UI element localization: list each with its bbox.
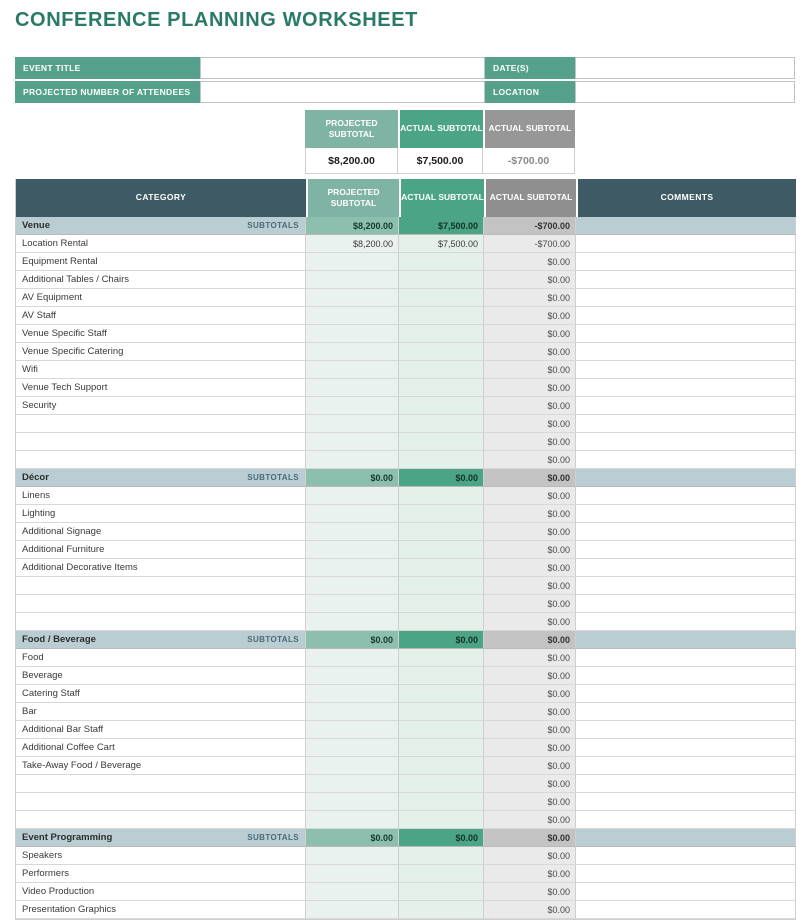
- section-actual-subtotal: $0.00: [399, 631, 484, 649]
- comment-cell[interactable]: [576, 793, 796, 811]
- projected-cell[interactable]: [306, 541, 399, 559]
- table-row: [16, 343, 796, 361]
- actual-cell[interactable]: [399, 253, 484, 271]
- comment-cell[interactable]: [576, 559, 796, 577]
- table-row: [16, 649, 796, 667]
- comment-cell[interactable]: [576, 271, 796, 289]
- actual-cell[interactable]: [399, 271, 484, 289]
- category-cell: Take-Away Food / Beverage: [16, 757, 306, 775]
- section-actual-subtotal: $0.00: [399, 829, 484, 847]
- category-cell: [16, 415, 306, 433]
- projected-cell[interactable]: [306, 739, 399, 757]
- section-name: Décor: [22, 472, 49, 483]
- table-row: [16, 613, 796, 631]
- section-header-row: [16, 829, 796, 847]
- category-cell: Equipment Rental: [16, 253, 306, 271]
- category-cell: Beverage: [16, 667, 306, 685]
- category-cell: [16, 775, 306, 793]
- actual-cell[interactable]: [399, 397, 484, 415]
- difference-cell: $0.00: [484, 523, 576, 541]
- projected-cell[interactable]: [306, 667, 399, 685]
- difference-cell: $0.00: [484, 793, 576, 811]
- actual-cell[interactable]: [399, 433, 484, 451]
- actual-cell[interactable]: [399, 721, 484, 739]
- category-cell: Catering Staff: [16, 685, 306, 703]
- projected-cell[interactable]: [306, 847, 399, 865]
- comment-cell[interactable]: [576, 577, 796, 595]
- difference-cell: $0.00: [484, 505, 576, 523]
- actual-cell[interactable]: [399, 757, 484, 775]
- comment-cell[interactable]: [576, 775, 796, 793]
- table-row: [16, 541, 796, 559]
- page-title: CONFERENCE PLANNING WORKSHEET: [15, 9, 418, 31]
- actual-cell[interactable]: [399, 847, 484, 865]
- actual-cell[interactable]: [399, 559, 484, 577]
- actual-cell[interactable]: [399, 289, 484, 307]
- difference-cell: $0.00: [484, 613, 576, 631]
- category-cell: [16, 577, 306, 595]
- event-info-row-1: [15, 57, 795, 79]
- comment-cell[interactable]: [576, 721, 796, 739]
- difference-cell: $0.00: [484, 307, 576, 325]
- table-row: [16, 523, 796, 541]
- difference-cell: $0.00: [484, 757, 576, 775]
- section-category-cell: [16, 829, 306, 847]
- section-actual-subtotal: $7,500.00: [399, 217, 484, 235]
- event-title-input[interactable]: [200, 57, 485, 79]
- difference-cell: $0.00: [484, 649, 576, 667]
- category-cell: Venue Specific Catering: [16, 343, 306, 361]
- difference-cell: $0.00: [484, 595, 576, 613]
- actual-cell[interactable]: [399, 775, 484, 793]
- section-category-cell: [16, 217, 306, 235]
- actual-cell[interactable]: [399, 523, 484, 541]
- projected-cell[interactable]: [306, 757, 399, 775]
- difference-cell: $0.00: [484, 901, 576, 919]
- category-cell: [16, 595, 306, 613]
- category-cell: Additional Bar Staff: [16, 721, 306, 739]
- projected-column-header: PROJECTED SUBTOTAL: [306, 179, 399, 217]
- comment-cell[interactable]: [576, 361, 796, 379]
- category-cell: Venue Tech Support: [16, 379, 306, 397]
- section-actual-subtotal: $0.00: [399, 469, 484, 487]
- comment-cell[interactable]: [576, 433, 796, 451]
- section-name: Food / Beverage: [22, 634, 96, 645]
- projected-cell[interactable]: [306, 307, 399, 325]
- section-difference-subtotal: -$700.00: [484, 217, 576, 235]
- comment-cell[interactable]: [576, 883, 796, 901]
- category-cell: Food: [16, 649, 306, 667]
- table-row: [16, 577, 796, 595]
- difference-cell: $0.00: [484, 433, 576, 451]
- section-name: Venue: [22, 220, 50, 231]
- category-cell: Lighting: [16, 505, 306, 523]
- projected-cell[interactable]: [306, 325, 399, 343]
- comment-cell[interactable]: [576, 487, 796, 505]
- projected-cell[interactable]: [306, 505, 399, 523]
- projected-cell[interactable]: [306, 415, 399, 433]
- table-row: [16, 883, 796, 901]
- projected-cell[interactable]: [306, 811, 399, 829]
- actual-cell[interactable]: [399, 865, 484, 883]
- projected-cell[interactable]: [306, 595, 399, 613]
- category-cell: Additional Tables / Chairs: [16, 271, 306, 289]
- projected-cell[interactable]: [306, 379, 399, 397]
- projected-cell[interactable]: [306, 883, 399, 901]
- difference-cell: $0.00: [484, 775, 576, 793]
- difference-cell: $0.00: [484, 685, 576, 703]
- actual-cell[interactable]: [399, 793, 484, 811]
- projected-cell[interactable]: [306, 901, 399, 919]
- difference-cell: $0.00: [484, 289, 576, 307]
- difference-cell: $0.00: [484, 343, 576, 361]
- difference-cell: $0.00: [484, 397, 576, 415]
- comment-cell[interactable]: [576, 667, 796, 685]
- subtotals-label: SUBTOTALS: [247, 221, 299, 230]
- comment-cell[interactable]: [576, 415, 796, 433]
- actual-cell[interactable]: [399, 901, 484, 919]
- comment-cell[interactable]: [576, 451, 796, 469]
- comment-cell[interactable]: [576, 757, 796, 775]
- comment-cell[interactable]: [576, 235, 796, 253]
- category-cell: Venue Specific Staff: [16, 325, 306, 343]
- difference-cell: $0.00: [484, 325, 576, 343]
- comment-cell[interactable]: [576, 811, 796, 829]
- difference-cell: $0.00: [484, 739, 576, 757]
- table-row: [16, 739, 796, 757]
- worksheet-table: [15, 179, 796, 920]
- projected-cell[interactable]: [306, 721, 399, 739]
- actual-cell[interactable]: [399, 451, 484, 469]
- table-row: [16, 361, 796, 379]
- section-comment-cell: [576, 829, 796, 847]
- difference-cell: $0.00: [484, 703, 576, 721]
- comment-cell[interactable]: [576, 649, 796, 667]
- difference-cell: -$700.00: [484, 235, 576, 253]
- table-row: [16, 487, 796, 505]
- totals-summary-values: [305, 148, 795, 174]
- difference-cell: $0.00: [484, 253, 576, 271]
- section-projected-subtotal: $0.00: [306, 469, 399, 487]
- section-comment-cell: [576, 631, 796, 649]
- category-cell: Additional Decorative Items: [16, 559, 306, 577]
- table-row: [16, 559, 796, 577]
- difference-cell: $0.00: [484, 541, 576, 559]
- projected-cell[interactable]: [306, 487, 399, 505]
- comment-cell[interactable]: [576, 397, 796, 415]
- summary-actual-subtotal-header: ACTUAL SUBTOTAL: [398, 110, 483, 148]
- comment-cell[interactable]: [576, 505, 796, 523]
- comment-cell[interactable]: [576, 523, 796, 541]
- category-column-header: CATEGORY: [16, 179, 306, 217]
- table-row: [16, 253, 796, 271]
- difference-cell: $0.00: [484, 865, 576, 883]
- actual-cell[interactable]: [399, 379, 484, 397]
- subtotals-label: SUBTOTALS: [247, 635, 299, 644]
- actual-cell[interactable]: [399, 577, 484, 595]
- table-row: [16, 757, 796, 775]
- section-projected-subtotal: $0.00: [306, 631, 399, 649]
- table-row: [16, 721, 796, 739]
- projected-cell[interactable]: [306, 613, 399, 631]
- totals-summary: [305, 110, 795, 174]
- totals-summary-headers: [305, 110, 795, 148]
- category-cell: [16, 451, 306, 469]
- table-row: [16, 307, 796, 325]
- projected-cell[interactable]: [306, 289, 399, 307]
- actual-cell[interactable]: [399, 811, 484, 829]
- category-cell: [16, 811, 306, 829]
- projected-cell[interactable]: [306, 865, 399, 883]
- table-row: [16, 235, 796, 253]
- category-cell: Bar: [16, 703, 306, 721]
- projected-cell[interactable]: [306, 793, 399, 811]
- actual-cell[interactable]: [399, 361, 484, 379]
- category-cell: [16, 433, 306, 451]
- projected-cell[interactable]: [306, 253, 399, 271]
- category-cell: Speakers: [16, 847, 306, 865]
- difference-column-header: ACTUAL SUBTOTAL: [484, 179, 576, 217]
- actual-cell[interactable]: [399, 325, 484, 343]
- category-cell: AV Equipment: [16, 289, 306, 307]
- actual-cell[interactable]: [399, 487, 484, 505]
- table-row: [16, 685, 796, 703]
- section-category-cell: [16, 631, 306, 649]
- projected-cell[interactable]: [306, 703, 399, 721]
- section-projected-subtotal: $0.00: [306, 829, 399, 847]
- table-row: [16, 865, 796, 883]
- actual-cell[interactable]: $7,500.00: [399, 235, 484, 253]
- actual-cell[interactable]: [399, 307, 484, 325]
- table-row: [16, 289, 796, 307]
- comment-cell[interactable]: [576, 613, 796, 631]
- projected-cell[interactable]: [306, 523, 399, 541]
- event-info-block: [15, 57, 795, 103]
- actual-cell[interactable]: [399, 505, 484, 523]
- category-cell: AV Staff: [16, 307, 306, 325]
- comment-cell[interactable]: [576, 289, 796, 307]
- category-cell: Location Rental: [16, 235, 306, 253]
- table-row: [16, 811, 796, 829]
- actual-cell[interactable]: [399, 739, 484, 757]
- difference-cell: $0.00: [484, 451, 576, 469]
- projected-cell[interactable]: [306, 559, 399, 577]
- comment-cell[interactable]: [576, 703, 796, 721]
- section-difference-subtotal: $0.00: [484, 829, 576, 847]
- difference-cell: $0.00: [484, 379, 576, 397]
- section-category-cell: [16, 469, 306, 487]
- summary-projected-subtotal-header: PROJECTED SUBTOTAL: [305, 110, 398, 148]
- actual-cell[interactable]: [399, 415, 484, 433]
- table-row: [16, 595, 796, 613]
- summary-difference-header: ACTUAL SUBTOTAL: [483, 110, 575, 148]
- dates-input[interactable]: [575, 57, 795, 79]
- actual-column-header: ACTUAL SUBTOTAL: [399, 179, 484, 217]
- table-row: [16, 325, 796, 343]
- comment-cell[interactable]: [576, 847, 796, 865]
- section-header-row: [16, 469, 796, 487]
- table-row: [16, 271, 796, 289]
- table-row: [16, 793, 796, 811]
- comment-cell[interactable]: [576, 739, 796, 757]
- table-row: [16, 703, 796, 721]
- summary-projected-subtotal-value: $8,200.00: [305, 148, 398, 174]
- projected-cell[interactable]: [306, 433, 399, 451]
- comment-cell[interactable]: [576, 307, 796, 325]
- table-row: [16, 847, 796, 865]
- actual-cell[interactable]: [399, 613, 484, 631]
- location-input[interactable]: [575, 81, 795, 103]
- difference-cell: $0.00: [484, 415, 576, 433]
- projected-cell[interactable]: [306, 343, 399, 361]
- section-name: Event Programming: [22, 832, 113, 843]
- difference-cell: $0.00: [484, 271, 576, 289]
- difference-cell: $0.00: [484, 559, 576, 577]
- actual-cell[interactable]: [399, 343, 484, 361]
- dates-label: DATE(S): [485, 57, 575, 79]
- table-row: [16, 775, 796, 793]
- projected-cell[interactable]: [306, 397, 399, 415]
- actual-cell[interactable]: [399, 649, 484, 667]
- subtotals-label: SUBTOTALS: [247, 833, 299, 842]
- projected-cell[interactable]: [306, 577, 399, 595]
- table-row: [16, 505, 796, 523]
- event-title-label: EVENT TITLE: [15, 57, 200, 79]
- category-cell: Performers: [16, 865, 306, 883]
- section-comment-cell: [576, 469, 796, 487]
- summary-difference-value: -$700.00: [483, 148, 575, 174]
- projected-cell[interactable]: [306, 271, 399, 289]
- location-label: LOCATION: [485, 81, 575, 103]
- section-projected-subtotal: $8,200.00: [306, 217, 399, 235]
- table-row: [16, 451, 796, 469]
- actual-cell[interactable]: [399, 541, 484, 559]
- category-cell: [16, 793, 306, 811]
- difference-cell: $0.00: [484, 811, 576, 829]
- attendees-input[interactable]: [200, 81, 485, 103]
- projected-cell[interactable]: $8,200.00: [306, 235, 399, 253]
- comment-cell[interactable]: [576, 325, 796, 343]
- table-header-row: [16, 179, 796, 217]
- difference-cell: $0.00: [484, 883, 576, 901]
- table-row: [16, 433, 796, 451]
- difference-cell: $0.00: [484, 667, 576, 685]
- category-cell: Additional Signage: [16, 523, 306, 541]
- projected-cell[interactable]: [306, 649, 399, 667]
- projected-cell[interactable]: [306, 775, 399, 793]
- category-cell: [16, 613, 306, 631]
- comment-cell[interactable]: [576, 685, 796, 703]
- table-row: [16, 667, 796, 685]
- comment-cell[interactable]: [576, 343, 796, 361]
- category-cell: Additional Coffee Cart: [16, 739, 306, 757]
- table-row: [16, 415, 796, 433]
- difference-cell: $0.00: [484, 721, 576, 739]
- comment-cell[interactable]: [576, 541, 796, 559]
- difference-cell: $0.00: [484, 487, 576, 505]
- category-cell: Video Production: [16, 883, 306, 901]
- table-body: [16, 217, 796, 919]
- attendees-label: PROJECTED NUMBER OF ATTENDEES: [15, 81, 200, 103]
- comment-cell[interactable]: [576, 253, 796, 271]
- category-cell: Wifi: [16, 361, 306, 379]
- comment-cell[interactable]: [576, 901, 796, 919]
- actual-cell[interactable]: [399, 703, 484, 721]
- category-cell: Presentation Graphics: [16, 901, 306, 919]
- summary-actual-subtotal-value: $7,500.00: [398, 148, 483, 174]
- actual-cell[interactable]: [399, 685, 484, 703]
- category-cell: Security: [16, 397, 306, 415]
- section-header-row: [16, 217, 796, 235]
- category-cell: Additional Furniture: [16, 541, 306, 559]
- comment-cell[interactable]: [576, 865, 796, 883]
- section-header-row: [16, 631, 796, 649]
- difference-cell: $0.00: [484, 577, 576, 595]
- projected-cell[interactable]: [306, 361, 399, 379]
- actual-cell[interactable]: [399, 595, 484, 613]
- section-difference-subtotal: $0.00: [484, 631, 576, 649]
- comment-cell[interactable]: [576, 379, 796, 397]
- difference-cell: $0.00: [484, 847, 576, 865]
- table-row: [16, 397, 796, 415]
- projected-cell[interactable]: [306, 685, 399, 703]
- projected-cell[interactable]: [306, 451, 399, 469]
- section-comment-cell: [576, 217, 796, 235]
- table-row: [16, 379, 796, 397]
- category-cell: Linens: [16, 487, 306, 505]
- actual-cell[interactable]: [399, 667, 484, 685]
- subtotals-label: SUBTOTALS: [247, 473, 299, 482]
- difference-cell: $0.00: [484, 361, 576, 379]
- comment-cell[interactable]: [576, 595, 796, 613]
- comments-column-header: COMMENTS: [576, 179, 796, 217]
- table-row: [16, 901, 796, 919]
- section-difference-subtotal: $0.00: [484, 469, 576, 487]
- actual-cell[interactable]: [399, 883, 484, 901]
- event-info-row-2: [15, 81, 795, 103]
